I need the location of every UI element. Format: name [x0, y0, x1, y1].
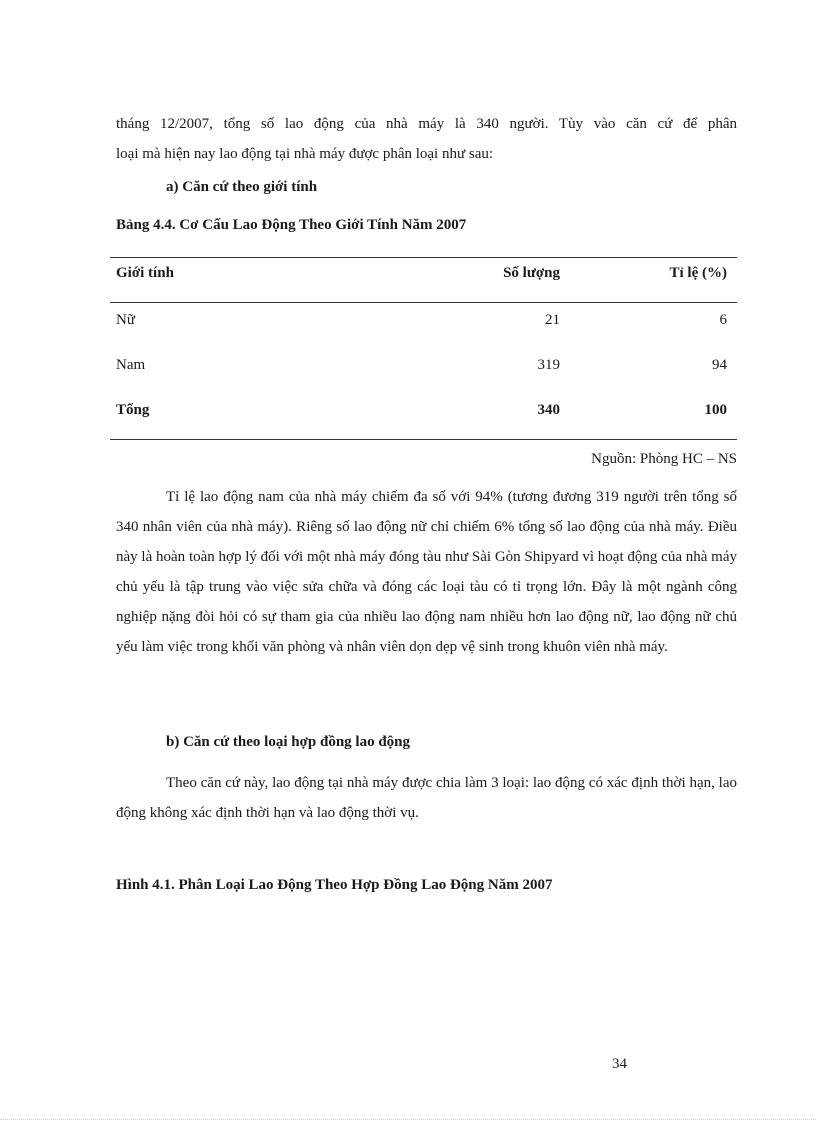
table-cell-total-count: 340 [537, 402, 560, 418]
table-source: Nguồn: Phòng HC – NS [591, 451, 737, 467]
table-cell-male-label: Nam [116, 357, 146, 373]
page-number: 34 [612, 1056, 627, 1072]
section-b-heading: b) Căn cứ theo loại hợp đồng lao động [166, 734, 411, 750]
intro-line-2: loại mà hiện nay lao động tại nhà máy được phân loại như sau: [116, 146, 494, 162]
table-header-ratio: Tỉ lệ (%) [669, 265, 727, 281]
intro-line-1: tháng 12/2007, tổng số lao động của nhà máy là 340 người. Tùy vào căn cứ để phân [116, 116, 737, 132]
table-bottom-rule [110, 439, 737, 440]
table-cell-female-count: 21 [545, 312, 560, 328]
paragraph-contract-types: Theo căn cứ này, lao động tại nhà máy được chia làm 3 loại: lao động có xác định thời hạn, lao động không xác định thời hạn và lao động thời vụ. [116, 775, 737, 821]
table-cell-female-label: Nữ [116, 312, 135, 328]
table-caption: Bảng 4.4. Cơ Cấu Lao Động Theo Giới Tính Năm 2007 [116, 217, 467, 233]
paragraph-gender-analysis: Tỉ lệ lao động nam của nhà máy chiếm đa số với 94% (tương đương 319 người trên tổng số 340 nhân viên của nhà máy). Riêng số lao động nữ chỉ chiếm 6% tổng số lao động của nhà máy. Điều này là hoàn toàn hợp lý đối với một nhà máy đóng tàu như Sài Gòn Shipyard vì hoạt động của nhà máy chủ yếu là tập trung vào việc sửa chữa và đóng các loại tàu có tỉ trọng lớn. Đây là một ngành công nghiệp nặng đòi hỏi có sự tham gia của nhiều lao động nam nhiều hơn lao động nữ, lao động nữ chủ yếu làm việc trong khối văn phòng và nhân viên dọn dẹp vệ sinh trong khuôn viên nhà máy. [116, 489, 737, 655]
table-cell-male-count: 319 [537, 357, 560, 373]
table-cell-total-label: Tổng [116, 402, 150, 418]
table-cell-female-ratio: 6 [719, 312, 727, 328]
table-header-quantity: Số lượng [503, 265, 560, 281]
table-cell-total-ratio: 100 [704, 402, 727, 418]
section-a-heading: a) Căn cứ theo giới tính [166, 179, 318, 195]
table-header-rule [110, 302, 737, 303]
table-header-gender: Giới tính [116, 265, 174, 281]
table-top-rule [110, 257, 737, 258]
figure-caption: Hình 4.1. Phân Loại Lao Động Theo Hợp Đồng Lao Động Năm 2007 [116, 877, 553, 893]
page-bottom-border [0, 1119, 816, 1120]
table-cell-male-ratio: 94 [712, 357, 727, 373]
